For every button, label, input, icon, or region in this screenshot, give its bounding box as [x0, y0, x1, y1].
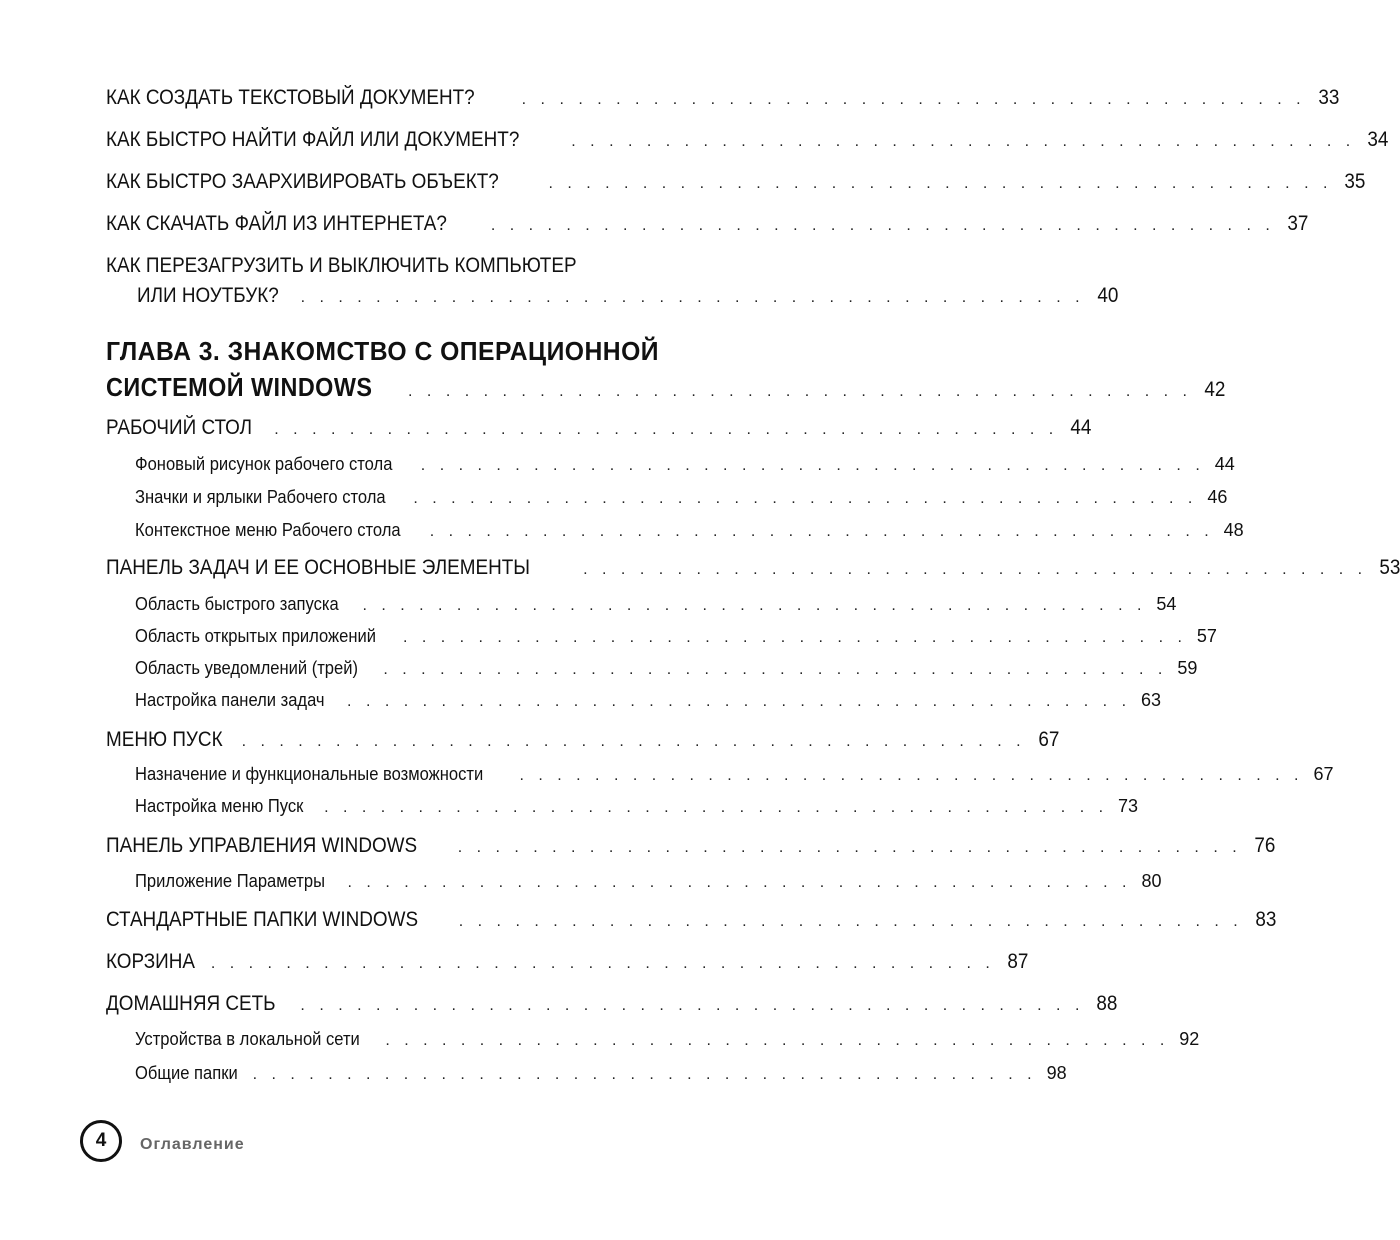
toc-subentry[interactable]	[135, 594, 1177, 615]
toc-entry-label: КОРЗИНА	[106, 950, 195, 973]
running-footer-title: Оглавление	[140, 1136, 245, 1153]
leader-dots: . . . . . . . . . . . . . . . . . . . . . . . . . . . . . . . . . . . . . . . . . .	[458, 913, 1243, 930]
toc-subentry-label: Настройка меню Пуск	[135, 796, 304, 816]
leader-dots: . . . . . . . . . . . . . . . . . . . . . . . . . . . . . . . . . . . . . . . . . .	[383, 661, 1168, 678]
toc-entry-page: 88	[1096, 992, 1118, 1015]
toc-entry-label: ПАНЕЛЬ УПРАВЛЕНИЯ WINDOWS	[106, 834, 418, 857]
leader-dots: . . . . . . . . . . . . . . . . . . . . . . . . . . . . . . . . . . . . . . . . . .	[408, 383, 1192, 400]
toc-subentry[interactable]	[135, 487, 1228, 508]
toc-entry-control-panel[interactable]	[106, 834, 1276, 858]
toc-entry-label: ПАНЕЛЬ ЗАДАЧ И ЕЕ ОСНОВНЫЕ ЭЛЕМЕНТЫ	[106, 556, 531, 579]
toc-subentry[interactable]	[135, 626, 1217, 647]
leader-dots: . . . . . . . . . . . . . . . . . . . . . . . . . . . . . . . . . . . . . . . . . .	[548, 175, 1333, 192]
chapter-title-line1: ГЛАВА 3. ЗНАКОМСТВО С ОПЕРАЦИОННОЙ	[106, 336, 660, 366]
toc-entry[interactable]	[106, 212, 1309, 236]
toc-subentry[interactable]	[135, 520, 1244, 541]
leader-dots: . . . . . . . . . . . . . . . . . . . . . . . . . . . . . . . . . . . . . . . . . .	[347, 874, 1132, 891]
toc-entry-page: 37	[1287, 212, 1309, 235]
toc-subentry[interactable]	[135, 454, 1235, 475]
leader-dots: . . . . . . . . . . . . . . . . . . . . . . . . . . . . . . . . . . . . . . . . . .	[241, 733, 1026, 750]
toc-subentry[interactable]	[135, 796, 1139, 817]
page-number: 4	[95, 1130, 107, 1151]
leader-dots: . . . . . . . . . . . . . . . . . . . . . . . . . . . . . . . . . . . . . . . . . .	[274, 421, 1059, 438]
toc-subentry[interactable]	[135, 1063, 1067, 1084]
toc-subentry-label: Область уведомлений (трей)	[135, 658, 358, 678]
leader-dots: . . . . . . . . . . . . . . . . . . . . . . . . . . . . . . . . . . . . . . . . . .	[490, 217, 1275, 234]
toc-entry[interactable]	[106, 170, 1366, 194]
chapter-entry[interactable]	[106, 372, 1226, 403]
toc-subentry-page: 67	[1313, 764, 1334, 784]
toc-subentry-label: Область быстрого запуска	[135, 594, 339, 614]
leader-dots: . . . . . . . . . . . . . . . . . . . . . . . . . . . . . . . . . . . . . . . . . .	[571, 133, 1356, 150]
toc-entry-label: КАК СОЗДАТЬ ТЕКСТОВЫЙ ДОКУМЕНТ?	[106, 86, 475, 109]
leader-dots: . . . . . . . . . . . . . . . . . . . . . . . . . . . . . . . . . . . . . . . . . .	[385, 1032, 1170, 1049]
toc-entry-page: 40	[1096, 284, 1118, 307]
toc-subentry-page: 54	[1156, 594, 1177, 614]
toc-entry-page: 53	[1379, 556, 1400, 579]
leader-dots: . . . . . . . . . . . . . . . . . . . . . . . . . . . . . . . . . . . . . . . . . .	[347, 693, 1132, 710]
leader-dots: . . . . . . . . . . . . . . . . . . . . . . . . . . . . . . . . . . . . . . . . . .	[300, 997, 1085, 1014]
toc-entry-home-network[interactable]	[106, 992, 1118, 1016]
toc-entry-label: КАК БЫСТРО НАЙТИ ФАЙЛ ИЛИ ДОКУМЕНТ?	[106, 128, 520, 151]
toc-entry-page: 35	[1344, 170, 1366, 193]
leader-dots: . . . . . . . . . . . . . . . . . . . . . . . . . . . . . . . . . . . . . . . . . .	[252, 1066, 1037, 1083]
toc-subentry-page: 59	[1177, 658, 1198, 678]
leader-dots: . . . . . . . . . . . . . . . . . . . . . . . . . . . . . . . . . . . . . . . . . .	[324, 799, 1109, 816]
toc-entry[interactable]	[106, 86, 1339, 110]
toc-entry[interactable]	[106, 128, 1389, 152]
leader-dots: . . . . . . . . . . . . . . . . . . . . . . . . . . . . . . . . . . . . . . . . . .	[521, 91, 1306, 108]
leader-dots: . . . . . . . . . . . . . . . . . . . . . . . . . . . . . . . . . . . . . . . . . .	[413, 490, 1198, 507]
toc-subentry-page: 57	[1196, 626, 1217, 646]
toc-entry-folders[interactable]	[106, 908, 1277, 932]
toc-entry-page: 42	[1204, 378, 1226, 401]
toc-subentry[interactable]	[135, 764, 1334, 785]
toc-subentry-label: Приложение Параметры	[135, 871, 326, 891]
leader-dots: . . . . . . . . . . . . . . . . . . . . . . . . . . . . . . . . . . . . . . . . . .	[300, 289, 1085, 306]
toc-subentry-page: 80	[1141, 871, 1162, 891]
toc-subentry-label: Настройка панели задач	[135, 690, 325, 710]
leader-dots: . . . . . . . . . . . . . . . . . . . . . . . . . . . . . . . . . . . . . . . . . .	[429, 523, 1214, 540]
toc-subentry-page: 92	[1179, 1029, 1200, 1049]
toc-entry-label: МЕНЮ ПУСК	[106, 728, 223, 751]
toc-entry-label: РАБОЧИЙ СТОЛ	[106, 416, 253, 439]
toc-entry-page: 83	[1255, 908, 1277, 931]
toc-subentry-label: Контекстное меню Рабочего стола	[135, 520, 401, 540]
leader-dots: . . . . . . . . . . . . . . . . . . . . . . . . . . . . . . . . . . . . . . . . . .	[420, 457, 1205, 474]
toc-subentry-page: 44	[1214, 454, 1235, 474]
toc-subentry-page: 98	[1046, 1063, 1067, 1083]
toc-subentry[interactable]	[135, 1029, 1200, 1050]
toc-subentry-label: Назначение и функциональные возможности	[135, 764, 484, 784]
chapter-title-line2: СИСТЕМОЙ WINDOWS	[106, 372, 373, 402]
toc-subentry-page: 48	[1223, 520, 1244, 540]
toc-entry-page: 33	[1317, 86, 1339, 109]
toc-subentry-label: Область открытых приложений	[135, 626, 376, 646]
page-number-badge	[80, 1120, 122, 1162]
toc-entry-label: СТАНДАРТНЫЕ ПАПКИ WINDOWS	[106, 908, 419, 931]
toc-entry-label: ДОМАШНЯЯ СЕТЬ	[106, 992, 276, 1015]
toc-entry-recycle-bin[interactable]	[106, 950, 1029, 974]
toc-subentry[interactable]	[135, 690, 1162, 711]
toc-entry-page: 87	[1007, 950, 1029, 973]
toc-subentry-label: Устройства в локальной сети	[135, 1029, 360, 1049]
leader-dots: . . . . . . . . . . . . . . . . . . . . . . . . . . . . . . . . . . . . . . . . . .	[362, 597, 1147, 614]
toc-entry-reboot[interactable]	[137, 284, 1118, 308]
toc-entry-desktop[interactable]	[106, 416, 1092, 440]
toc-entry-reboot-line1[interactable]	[106, 254, 668, 278]
leader-dots: . . . . . . . . . . . . . . . . . . . . . . . . . . . . . . . . . . . . . . . . . .	[402, 629, 1187, 646]
toc-entry-label: КАК ПЕРЕЗАГРУЗИТЬ И ВЫКЛЮЧИТЬ КОМПЬЮТЕР	[106, 254, 577, 277]
toc-subentry-label: Фоновый рисунок рабочего стола	[135, 454, 393, 474]
toc-subentry-page: 73	[1118, 796, 1139, 816]
toc-subentry-label: Значки и ярлыки Рабочего стола	[135, 487, 386, 507]
toc-entry-page: 34	[1367, 128, 1389, 151]
leader-dots: . . . . . . . . . . . . . . . . . . . . . . . . . . . . . . . . . . . . . . . . . .	[519, 767, 1304, 784]
toc-entry-page: 44	[1070, 416, 1092, 439]
toc-entry-taskbar[interactable]	[106, 556, 1400, 580]
toc-subentry-page: 46	[1207, 487, 1228, 507]
toc-entry-label: КАК БЫСТРО ЗААРХИВИРОВАТЬ ОБЪЕКТ?	[106, 170, 499, 193]
toc-subentry-label: Общие папки	[135, 1063, 238, 1083]
toc-subentry[interactable]	[135, 658, 1198, 679]
toc-entry-label: КАК СКАЧАТЬ ФАЙЛ ИЗ ИНТЕРНЕТА?	[106, 212, 447, 235]
toc-entry-page: 76	[1253, 834, 1276, 857]
toc-entry-page: 67	[1037, 728, 1059, 751]
toc-subentry-page: 63	[1141, 690, 1162, 710]
toc-subentry[interactable]	[135, 871, 1162, 892]
leader-dots: . . . . . . . . . . . . . . . . . . . . . . . . . . . . . . . . . . . . . . . . . .	[583, 561, 1368, 578]
toc-entry-start[interactable]	[106, 728, 1059, 752]
leader-dots: . . . . . . . . . . . . . . . . . . . . . . . . . . . . . . . . . . . . . . . . . .	[210, 955, 995, 972]
leader-dots: . . . . . . . . . . . . . . . . . . . . . . . . . . . . . . . . . . . . . . . . . .	[457, 839, 1242, 856]
toc-entry-label: ИЛИ НОУТБУК?	[137, 284, 279, 307]
